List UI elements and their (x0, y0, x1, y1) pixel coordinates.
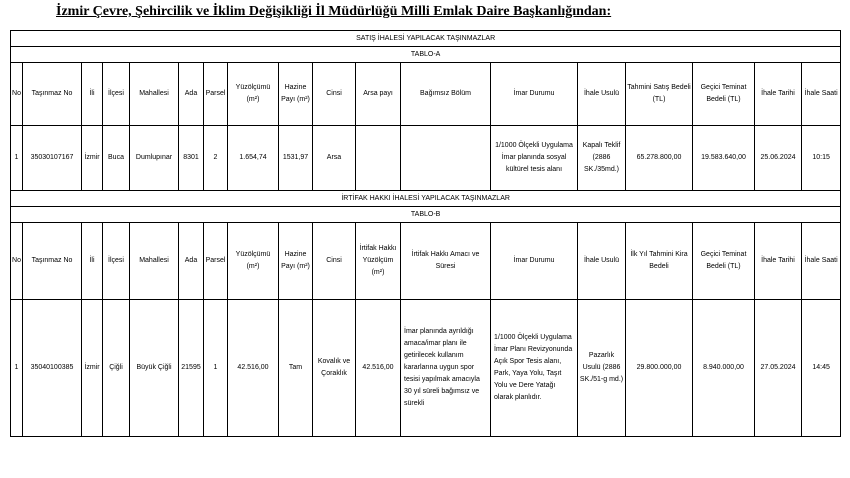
table-header-cell: Parsel (204, 223, 228, 300)
table-header-cell: Parsel (204, 63, 228, 126)
sale-table-label: TABLO-A (11, 47, 841, 63)
table-header-cell: Cinsi (313, 63, 356, 126)
table-cell: 1531,97 (279, 126, 313, 191)
table-cell: 25.06.2024 (755, 126, 802, 191)
easement-table-label: TABLO-B (11, 207, 841, 223)
table-cell: 1 (11, 300, 23, 437)
table-cell: İmar planında ayrıldığı amaca/imar planı ile getirilecek kullanım kararlarına uygun spor tesisi yapılmak amacıyla 30 yıl süreli bağımsız ve sürekli (401, 300, 491, 437)
table-header-cell: Mahallesi (130, 223, 179, 300)
easement-section-title-row (11, 191, 841, 207)
sale-header-row (11, 63, 841, 126)
table-header-cell: İrtifak Hakkı Amacı ve Süresi (401, 223, 491, 300)
table-header-cell: Yüzölçümü (m²) (228, 63, 279, 126)
table-header-cell: Taşınmaz No (23, 63, 82, 126)
table-row (11, 300, 841, 437)
table-cell: 14:45 (802, 300, 841, 437)
table-cell: Pazarlık Usulü (2886 SK./51-g md.) (578, 300, 626, 437)
table-cell: Kovalık ve Çoraklık (313, 300, 356, 437)
table-header-cell: İli (82, 223, 103, 300)
table-cell: İzmir (82, 300, 103, 437)
table-cell: 1 (11, 126, 23, 191)
table-header-cell: Bağımsız Bölüm (401, 63, 491, 126)
table-cell: 8.940.000,00 (693, 300, 755, 437)
easement-header-row (11, 223, 841, 300)
table-header-cell: Arsa payı (356, 63, 401, 126)
page-title-bar (0, 4, 850, 22)
table-cell: Dumlupınar (130, 126, 179, 191)
table-cell: 2 (204, 126, 228, 191)
table-cell: 19.583.640,00 (693, 126, 755, 191)
table-header-cell: İlçesi (103, 63, 130, 126)
table-header-cell: Geçici Teminat Bedeli (TL) (693, 223, 755, 300)
table-header-cell: İhale Usulü (578, 223, 626, 300)
easement-section-title: İRTİFAK HAKKI İHALESİ YAPILACAK TAŞINMAZLAR (11, 191, 841, 207)
sale-section-title: SATIŞ İHALESİ YAPILACAK TAŞINMAZLAR (11, 31, 841, 47)
table-cell (356, 126, 401, 191)
table-header-cell: No (11, 63, 23, 126)
table-header-cell: No (11, 223, 23, 300)
table-cell: 10:15 (802, 126, 841, 191)
table-cell: Tam (279, 300, 313, 437)
table-header-cell: İhale Saati (802, 63, 841, 126)
table-header-cell: İli (82, 63, 103, 126)
table-cell: 65.278.800,00 (626, 126, 693, 191)
auction-table (10, 30, 841, 437)
table-cell: 1/1000 Ölçekli Uygulama İmar Planı Revizyonunda Açık Spor Tesis alanı, Park, Yaya Yolu, Taşıt Yolu ve Dere Yatağı olarak planlıdır. (491, 300, 578, 437)
table-cell (401, 126, 491, 191)
table-row (11, 126, 841, 191)
table-header-cell: İlçesi (103, 223, 130, 300)
page-title: İzmir Çevre, Şehircilik ve İklim Değişikliği İl Müdürlüğü Milli Emlak Daire Başkanlığından: (56, 4, 612, 19)
table-header-cell: İhale Tarihi (755, 63, 802, 126)
table-cell: 29.800.000,00 (626, 300, 693, 437)
table-cell: 35040100385 (23, 300, 82, 437)
table-header-cell: İlk Yıl Tahmini Kira Bedeli (626, 223, 693, 300)
easement-table-label-row (11, 207, 841, 223)
table-cell: 21595 (179, 300, 204, 437)
table-cell: 35030107167 (23, 126, 82, 191)
table-header-cell: Hazine Payı (m²) (279, 223, 313, 300)
table-cell: Buca (103, 126, 130, 191)
sale-table-label-row (11, 47, 841, 63)
table-header-cell: Yüzölçümü (m²) (228, 223, 279, 300)
table-cell: Büyük Çiğli (130, 300, 179, 437)
table-header-cell: İmar Durumu (491, 63, 578, 126)
table-header-cell: İmar Durumu (491, 223, 578, 300)
table-cell: 42.516,00 (228, 300, 279, 437)
table-header-cell: Hazine Payı (m²) (279, 63, 313, 126)
table-cell: Arsa (313, 126, 356, 191)
table-header-cell: Tahmini Satış Bedeli (TL) (626, 63, 693, 126)
table-header-cell: Geçici Teminat Bedeli (TL) (693, 63, 755, 126)
table-header-cell: Ada (179, 63, 204, 126)
table-header-cell: İhale Saati (802, 223, 841, 300)
table-header-cell: İhale Usulü (578, 63, 626, 126)
table-header-cell: Ada (179, 223, 204, 300)
table-header-cell: İrtifak Hakkı Yüzölçüm (m²) (356, 223, 401, 300)
sale-section-title-row (11, 31, 841, 47)
table-cell: Çiğli (103, 300, 130, 437)
table-cell: 42.516,00 (356, 300, 401, 437)
table-header-cell: Mahallesi (130, 63, 179, 126)
table-cell: 8301 (179, 126, 204, 191)
table-cell: Kapalı Teklif (2886 SK./35md.) (578, 126, 626, 191)
table-header-cell: Taşınmaz No (23, 223, 82, 300)
table-header-cell: Cinsi (313, 223, 356, 300)
table-cell: 1/1000 Ölçekli Uygulama İmar planında sosyal kültürel tesis alanı (491, 126, 578, 191)
table-cell: 1.654,74 (228, 126, 279, 191)
table-cell: İzmir (82, 126, 103, 191)
table-cell: 27.05.2024 (755, 300, 802, 437)
table-cell: 1 (204, 300, 228, 437)
table-header-cell: İhale Tarihi (755, 223, 802, 300)
